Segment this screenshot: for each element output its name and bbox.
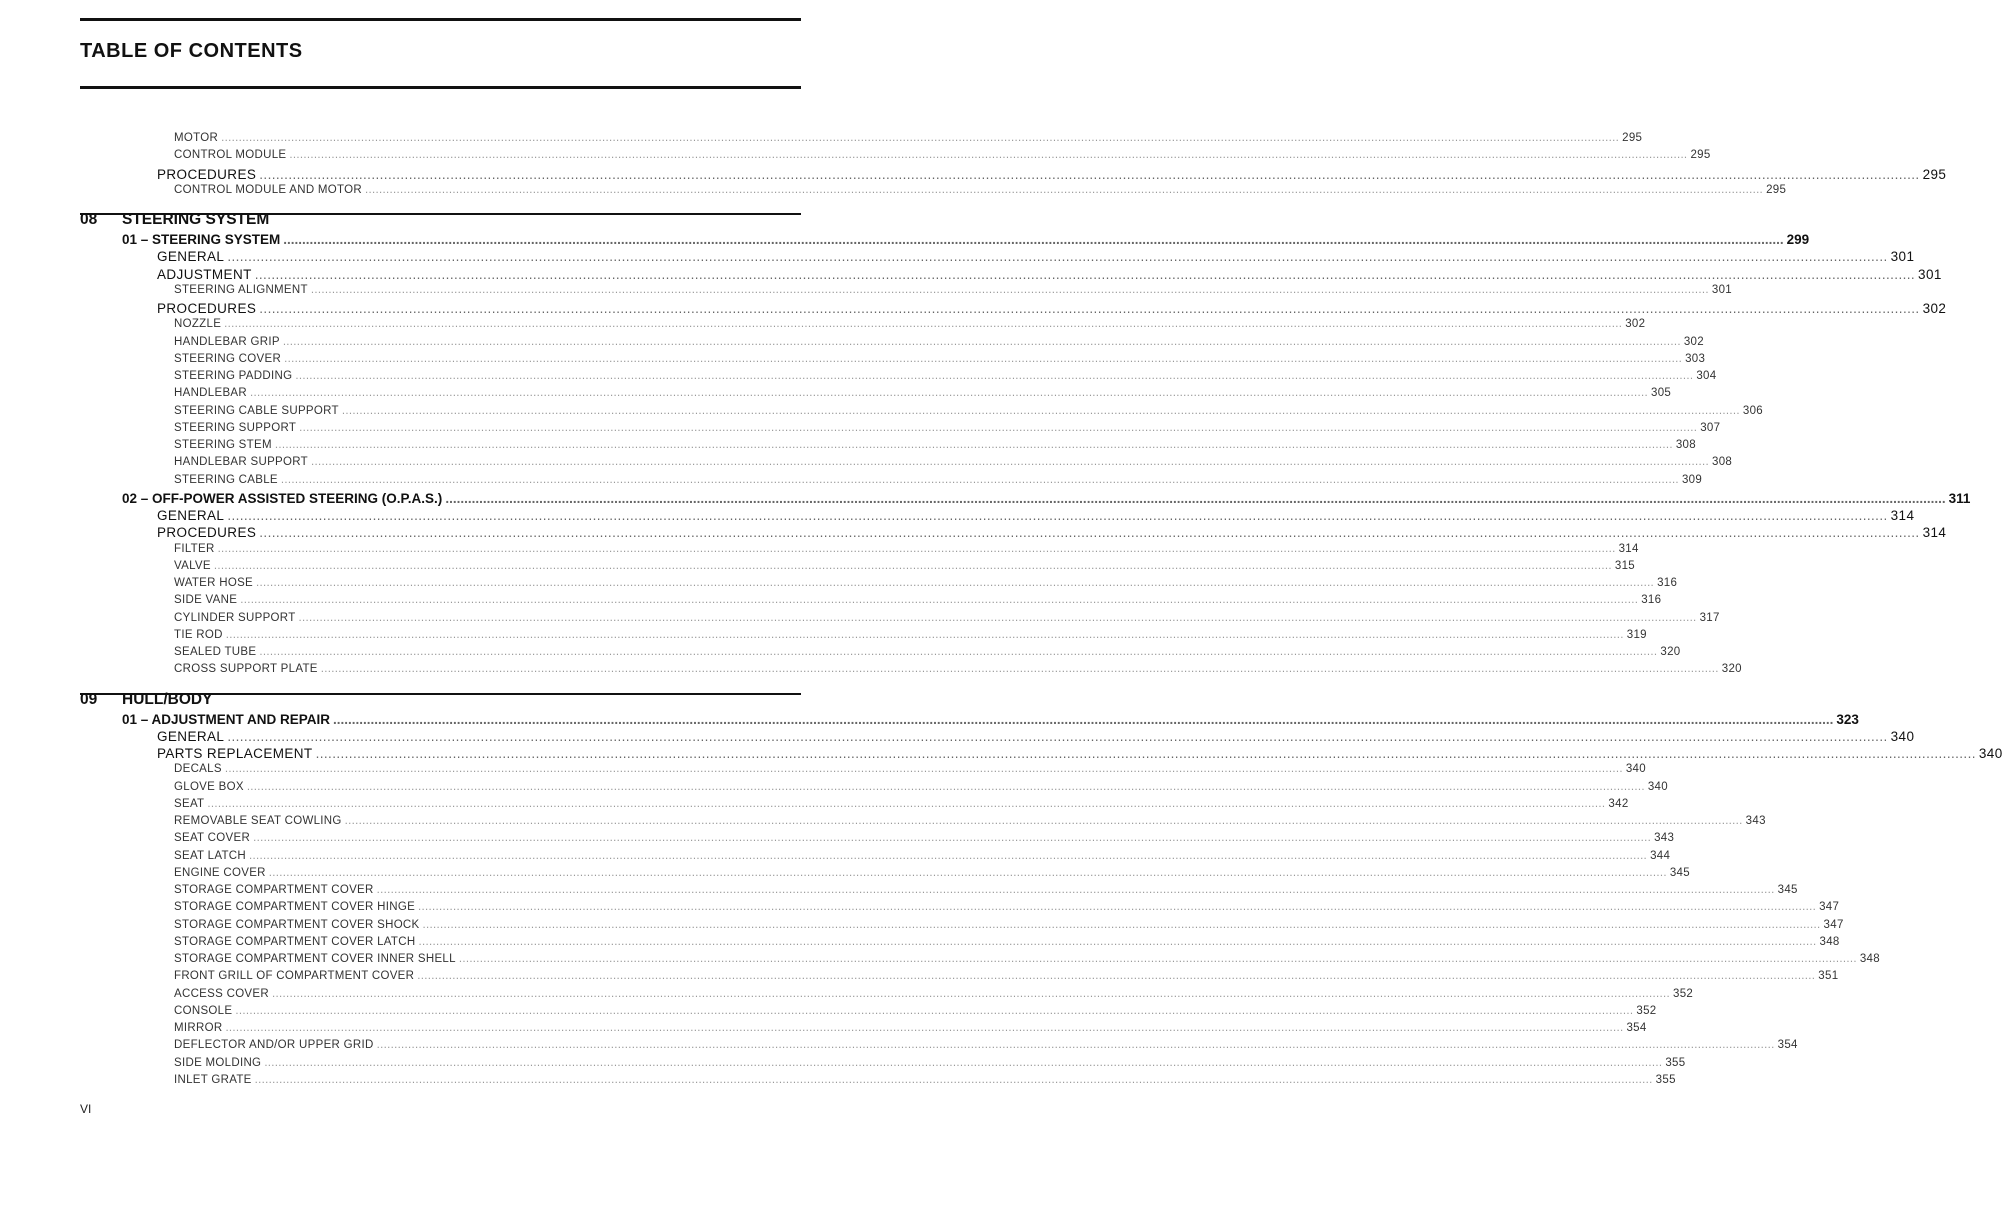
toc-entry-title: ENGINE COVER (174, 866, 266, 879)
toc-entry-page: 344 (1650, 849, 1671, 862)
dot-leader: ................................................................................................................................................................................................................................................................................................................................................................................................................ (221, 132, 1620, 144)
toc-entry[interactable] (174, 1022, 1647, 1034)
toc-entry-title: CONSOLE (174, 1004, 233, 1017)
toc-entry-title: STORAGE COMPARTMENT COVER HINGE (174, 901, 416, 914)
toc-entry-title: FRONT GRILL OF COMPARTMENT COVER (174, 970, 415, 983)
toc-entry-page: 315 (1614, 559, 1635, 572)
toc-entry-page: 302 (1922, 301, 1947, 316)
toc-entry-title: PARTS REPLACEMENT (157, 746, 313, 761)
toc-entry-title: GENERAL (157, 508, 225, 523)
section-heading (80, 211, 269, 229)
dot-leader: ................................................................................................................................................................................................................................................................................................................................................................................................................ (227, 249, 1888, 265)
toc-entry-title: 02 – OFF-POWER ASSISTED STEERING (O.P.A.S.) (122, 490, 443, 506)
toc-entry-title: MIRROR (174, 1022, 223, 1034)
toc-entry[interactable] (174, 953, 1880, 965)
toc-entry-page: 317 (1699, 611, 1720, 624)
toc-entry-title: PROCEDURES (157, 525, 257, 541)
toc-entry-title: STORAGE COMPARTMENT COVER INNER SHELL (174, 953, 456, 965)
toc-entry[interactable] (174, 815, 1766, 827)
toc-entry-page: 354 (1626, 1022, 1647, 1034)
toc-entry-page: 301 (1890, 249, 1915, 265)
toc-entry-title: PROCEDURES (157, 301, 257, 316)
dot-leader: ................................................................................................................................................................................................................................................................................................................................................................................................................ (445, 490, 1946, 506)
dot-leader: ................................................................................................................................................................................................................................................................................................................................................................................................................ (320, 663, 1719, 676)
toc-entry-page: 351 (1818, 970, 1839, 983)
toc-entry[interactable] (174, 456, 1733, 469)
toc-entry[interactable] (174, 884, 1798, 896)
dot-leader: ................................................................................................................................................................................................................................................................................................................................................................................................................ (458, 953, 1857, 965)
toc-entry-page: 299 (1786, 232, 1810, 247)
dot-leader: ................................................................................................................................................................................................................................................................................................................................................................................................................ (418, 935, 1817, 948)
toc-entry[interactable] (174, 352, 1706, 365)
toc-entry-title: CROSS SUPPORT PLATE (174, 663, 318, 676)
toc-entry[interactable] (174, 628, 1647, 641)
toc-entry-page: 355 (1665, 1056, 1686, 1069)
toc-entry-page: 301 (1918, 266, 1942, 282)
toc-entry-title: STORAGE COMPARTMENT COVER LATCH (174, 935, 416, 948)
toc-entry-page: 295 (1690, 149, 1711, 162)
toc-entry-page: 340 (1647, 780, 1668, 793)
toc-entry[interactable] (174, 935, 1840, 948)
dot-leader: ................................................................................................................................................................................................................................................................................................................................................................................................................ (284, 352, 1683, 365)
section-title: HULL/BODY (122, 690, 213, 708)
toc-entry-title: STEERING PADDING (174, 370, 293, 382)
dot-leader: ................................................................................................................................................................................................................................................................................................................................................................................................................ (259, 301, 1920, 316)
toc-entry-page: 345 (1777, 884, 1798, 896)
toc-entry-page: 343 (1654, 832, 1675, 845)
toc-entry-page: 348 (1819, 935, 1840, 948)
toc-entry[interactable] (174, 663, 1742, 676)
dot-leader: ................................................................................................................................................................................................................................................................................................................................................................................................................ (235, 1004, 1634, 1017)
toc-entry[interactable] (157, 301, 1947, 316)
toc-entry[interactable] (174, 335, 1704, 348)
dot-leader: ................................................................................................................................................................................................................................................................................................................................................................................................................ (246, 780, 1645, 793)
toc-entry[interactable] (174, 797, 1629, 810)
toc-entry-title: 01 – ADJUSTMENT AND REPAIR (122, 711, 331, 727)
toc-entry-title: STEERING CABLE (174, 473, 278, 486)
toc-entry-page: 340 (1890, 728, 1915, 744)
top-rule (80, 18, 801, 21)
dot-leader: ................................................................................................................................................................................................................................................................................................................................................................................................................ (253, 832, 1652, 845)
toc-entry[interactable] (174, 780, 1668, 793)
dot-leader: ................................................................................................................................................................................................................................................................................................................................................................................................................ (227, 508, 1888, 523)
dot-leader: ................................................................................................................................................................................................................................................................................................................................................................................................................ (240, 594, 1639, 607)
toc-entry-title: ACCESS COVER (174, 987, 269, 1000)
toc-entry-title: TIE ROD (174, 628, 223, 641)
toc-entry[interactable] (174, 283, 1732, 296)
toc-entry[interactable] (174, 577, 1678, 589)
toc-entry-title: STEERING STEM (174, 439, 272, 451)
dot-leader: ................................................................................................................................................................................................................................................................................................................................................................................................................ (315, 746, 1976, 761)
toc-entry-page: 304 (1696, 370, 1717, 382)
dot-leader: ................................................................................................................................................................................................................................................................................................................................................................................................................ (341, 404, 1740, 417)
toc-entry-title: STEERING COVER (174, 352, 282, 365)
toc-entry-title: STORAGE COMPARTMENT COVER SHOCK (174, 918, 420, 931)
toc-entry-page: 355 (1655, 1073, 1676, 1086)
dot-leader: ................................................................................................................................................................................................................................................................................................................................................................................................................ (333, 711, 1834, 727)
toc-entry[interactable] (174, 901, 1840, 914)
toc-entry-title: PROCEDURES (157, 166, 257, 182)
toc-entry[interactable] (174, 987, 1694, 1000)
toc-entry-title: SIDE MOLDING (174, 1056, 262, 1069)
dot-leader: ................................................................................................................................................................................................................................................................................................................................................................................................................ (259, 525, 1920, 541)
toc-entry[interactable] (174, 439, 1696, 451)
toc-entry-page: 354 (1777, 1039, 1798, 1052)
toc-entry[interactable] (174, 542, 1639, 555)
toc-entry-title: HANDLEBAR GRIP (174, 335, 280, 348)
dot-leader: ................................................................................................................................................................................................................................................................................................................................................................................................................ (250, 387, 1649, 400)
dot-leader: ................................................................................................................................................................................................................................................................................................................................................................................................................ (274, 439, 1673, 451)
toc-entry[interactable] (174, 866, 1690, 879)
toc-entry-page: 347 (1819, 901, 1840, 914)
toc-entry-page: 340 (1978, 746, 2003, 761)
toc-entry[interactable] (174, 832, 1675, 845)
toc-entry-page: 314 (1922, 525, 1947, 541)
page-title: TABLE OF CONTENTS (80, 40, 303, 62)
toc-entry-page: 340 (1625, 763, 1646, 776)
toc-entry-page: 308 (1675, 439, 1696, 451)
toc-entry-title: DECALS (174, 763, 222, 776)
toc-entry-page: 306 (1742, 404, 1763, 417)
toc-entry-title: GLOVE BOX (174, 780, 244, 793)
toc-entry-title: HANDLEBAR (174, 387, 247, 400)
toc-entry-page: 302 (1683, 335, 1704, 348)
toc-entry-page: 316 (1641, 594, 1662, 607)
toc-entry-page: 352 (1636, 1004, 1657, 1017)
toc-entry[interactable] (174, 183, 1787, 196)
toc-entry-page: 342 (1608, 797, 1629, 810)
toc-entry-title: DEFLECTOR AND/OR UPPER GRID (174, 1039, 374, 1052)
toc-entry-title: REMOVABLE SEAT COWLING (174, 815, 342, 827)
dot-leader: ................................................................................................................................................................................................................................................................................................................................................................................................................ (256, 577, 1655, 589)
toc-entry[interactable] (174, 763, 1646, 776)
toc-entry-title: SEAT LATCH (174, 849, 247, 862)
dot-leader: ................................................................................................................................................................................................................................................................................................................................................................................................................ (376, 884, 1775, 896)
dot-leader: ................................................................................................................................................................................................................................................................................................................................................................................................................ (225, 628, 1624, 641)
toc-entry[interactable] (174, 149, 1711, 162)
page-number: VI (80, 1102, 92, 1116)
toc-entry[interactable] (174, 318, 1646, 331)
toc-entry-title: STEERING CABLE SUPPORT (174, 404, 339, 417)
toc-entry-title: STEERING SUPPORT (174, 421, 297, 434)
toc-entry[interactable] (174, 1073, 1676, 1086)
toc-entry[interactable] (174, 1056, 1686, 1069)
dot-leader: ................................................................................................................................................................................................................................................................................................................................................................................................................ (289, 149, 1688, 162)
toc-entry[interactable] (157, 166, 1947, 182)
section-number: 09 (80, 690, 98, 708)
toc-entry[interactable] (174, 132, 1643, 144)
toc-entry-title: SEAT COVER (174, 832, 251, 845)
dot-leader: ................................................................................................................................................................................................................................................................................................................................................................................................................ (295, 370, 1694, 382)
toc-entry[interactable] (174, 646, 1681, 658)
toc-entry-title: CYLINDER SUPPORT (174, 611, 296, 624)
section-number: 08 (80, 211, 98, 228)
dot-leader: ................................................................................................................................................................................................................................................................................................................................................................................................................ (282, 335, 1681, 348)
toc-entry-title: NOZZLE (174, 318, 222, 331)
toc-entry[interactable] (174, 559, 1635, 572)
toc-entry-page: 345 (1669, 866, 1690, 879)
toc-entry-page: 295 (1622, 132, 1643, 144)
dot-leader: ................................................................................................................................................................................................................................................................................................................................................................................................................ (310, 456, 1710, 469)
toc-entry-page: 348 (1859, 953, 1880, 965)
toc-entry-page: 302 (1625, 318, 1646, 331)
toc-entry[interactable] (174, 611, 1720, 624)
toc-entry-page: 295 (1922, 166, 1947, 182)
dot-leader: ................................................................................................................................................................................................................................................................................................................................................................................................................ (264, 1056, 1663, 1069)
dot-leader: ................................................................................................................................................................................................................................................................................................................................................................................................................ (259, 166, 1920, 182)
toc-entry[interactable] (174, 918, 1844, 931)
toc-entry[interactable] (174, 473, 1703, 486)
toc-entry-page: 301 (1711, 283, 1732, 296)
dot-leader: ................................................................................................................................................................................................................................................................................................................................................................................................................ (217, 542, 1616, 555)
toc-entry-title: WATER HOSE (174, 577, 254, 589)
dot-leader: ................................................................................................................................................................................................................................................................................................................................................................................................................ (418, 901, 1817, 914)
toc-entry-title: STEERING ALIGNMENT (174, 283, 308, 296)
toc-entry[interactable] (157, 249, 1915, 265)
toc-entry-title: FILTER (174, 542, 215, 555)
toc-entry-title: GENERAL (157, 728, 225, 744)
dot-leader: ................................................................................................................................................................................................................................................................................................................................................................................................................ (417, 970, 1816, 983)
toc-entry-title: HANDLEBAR SUPPORT (174, 456, 308, 469)
toc-entry-page: 314 (1618, 542, 1639, 555)
toc-entry[interactable] (122, 711, 1859, 727)
toc-entry[interactable] (157, 746, 2003, 761)
toc-entry[interactable] (174, 849, 1671, 862)
section-title: STEERING SYSTEM (122, 211, 270, 228)
dot-leader: ................................................................................................................................................................................................................................................................................................................................................................................................................ (254, 266, 1916, 282)
toc-entry-page: 352 (1673, 987, 1694, 1000)
dot-leader: ................................................................................................................................................................................................................................................................................................................................................................................................................ (422, 918, 1821, 931)
toc-entry-title: SEAT (174, 797, 205, 810)
section-heading (80, 691, 212, 709)
dot-leader: ................................................................................................................................................................................................................................................................................................................................................................................................................ (254, 1073, 1653, 1086)
toc-entry[interactable] (122, 232, 1810, 247)
dot-leader: ................................................................................................................................................................................................................................................................................................................................................................................................................ (376, 1039, 1775, 1052)
dot-leader: ................................................................................................................................................................................................................................................................................................................................................................................................................ (280, 473, 1679, 486)
toc-entry[interactable] (174, 594, 1662, 607)
dot-leader: ................................................................................................................................................................................................................................................................................................................................................................................................................ (298, 611, 1697, 624)
toc-entry-title: CONTROL MODULE (174, 149, 287, 162)
dot-leader: ................................................................................................................................................................................................................................................................................................................................................................................................................ (213, 559, 1612, 572)
toc-entry[interactable] (174, 370, 1717, 382)
dot-leader: ................................................................................................................................................................................................................................................................................................................................................................................................................ (225, 1022, 1624, 1034)
dot-leader: ................................................................................................................................................................................................................................................................................................................................................................................................................ (207, 797, 1606, 810)
dot-leader: ................................................................................................................................................................................................................................................................................................................................................................................................................ (365, 183, 1764, 196)
toc-entry[interactable] (174, 421, 1721, 434)
toc-entry[interactable] (157, 508, 1915, 523)
toc-entry-page: 308 (1712, 456, 1733, 469)
toc-entry-page: 343 (1745, 815, 1766, 827)
dot-leader: ................................................................................................................................................................................................................................................................................................................................................................................................................ (310, 283, 1709, 296)
dot-leader: ................................................................................................................................................................................................................................................................................................................................................................................................................ (259, 646, 1658, 658)
toc-entry-page: 323 (1836, 711, 1859, 727)
toc-entry[interactable] (157, 525, 1947, 541)
dot-leader: ................................................................................................................................................................................................................................................................................................................................................................................................................ (283, 232, 1784, 247)
toc-entry-title: GENERAL (157, 249, 225, 265)
toc-entry-title: ADJUSTMENT (157, 266, 252, 282)
toc-entry[interactable] (174, 1004, 1657, 1017)
toc-entry-title: MOTOR (174, 132, 219, 144)
toc-entry-page: 316 (1657, 577, 1678, 589)
toc-entry-page: 311 (1948, 490, 1971, 506)
toc-entry-page: 320 (1721, 663, 1742, 676)
dot-leader: ................................................................................................................................................................................................................................................................................................................................................................................................................ (224, 763, 1623, 776)
dot-leader: ................................................................................................................................................................................................................................................................................................................................................................................................................ (249, 849, 1648, 862)
toc-entry-page: 347 (1823, 918, 1844, 931)
toc-entry[interactable] (174, 970, 1839, 983)
toc-entry-page: 314 (1890, 508, 1915, 523)
toc-entry-title: SIDE VANE (174, 594, 238, 607)
toc-entry-title: STORAGE COMPARTMENT COVER (174, 884, 374, 896)
toc-entry-page: 295 (1766, 183, 1787, 196)
toc-entry-title: INLET GRATE (174, 1073, 252, 1086)
toc-entry-page: 309 (1681, 473, 1703, 486)
dot-leader: ................................................................................................................................................................................................................................................................................................................................................................................................................ (344, 815, 1743, 827)
toc-entry-title: CONTROL MODULE AND MOTOR (174, 183, 363, 196)
title-underline (80, 86, 801, 89)
dot-leader: ................................................................................................................................................................................................................................................................................................................................................................................................................ (224, 318, 1623, 331)
toc-entry[interactable] (174, 404, 1763, 417)
toc-entry[interactable] (157, 266, 1942, 282)
toc-entry[interactable] (174, 1039, 1798, 1052)
toc-entry[interactable] (122, 490, 1971, 506)
toc-entry-page: 303 (1685, 352, 1706, 365)
toc-entry-title: SEALED TUBE (174, 646, 257, 658)
toc-entry-title: VALVE (174, 559, 211, 572)
dot-leader: ................................................................................................................................................................................................................................................................................................................................................................................................................ (227, 728, 1888, 744)
toc-entry[interactable] (174, 387, 1672, 400)
toc-entry[interactable] (157, 728, 1915, 744)
toc-entry-page: 319 (1626, 628, 1647, 641)
toc-entry-title: 01 – STEERING SYSTEM (122, 232, 281, 247)
dot-leader: ................................................................................................................................................................................................................................................................................................................................................................................................................ (268, 866, 1667, 879)
dot-leader: ................................................................................................................................................................................................................................................................................................................................................................................................................ (271, 987, 1671, 1000)
toc-entry-page: 305 (1651, 387, 1672, 400)
toc-entry-page: 307 (1700, 421, 1721, 434)
toc-entry-page: 320 (1660, 646, 1681, 658)
dot-leader: ................................................................................................................................................................................................................................................................................................................................................................................................................ (299, 421, 1698, 434)
